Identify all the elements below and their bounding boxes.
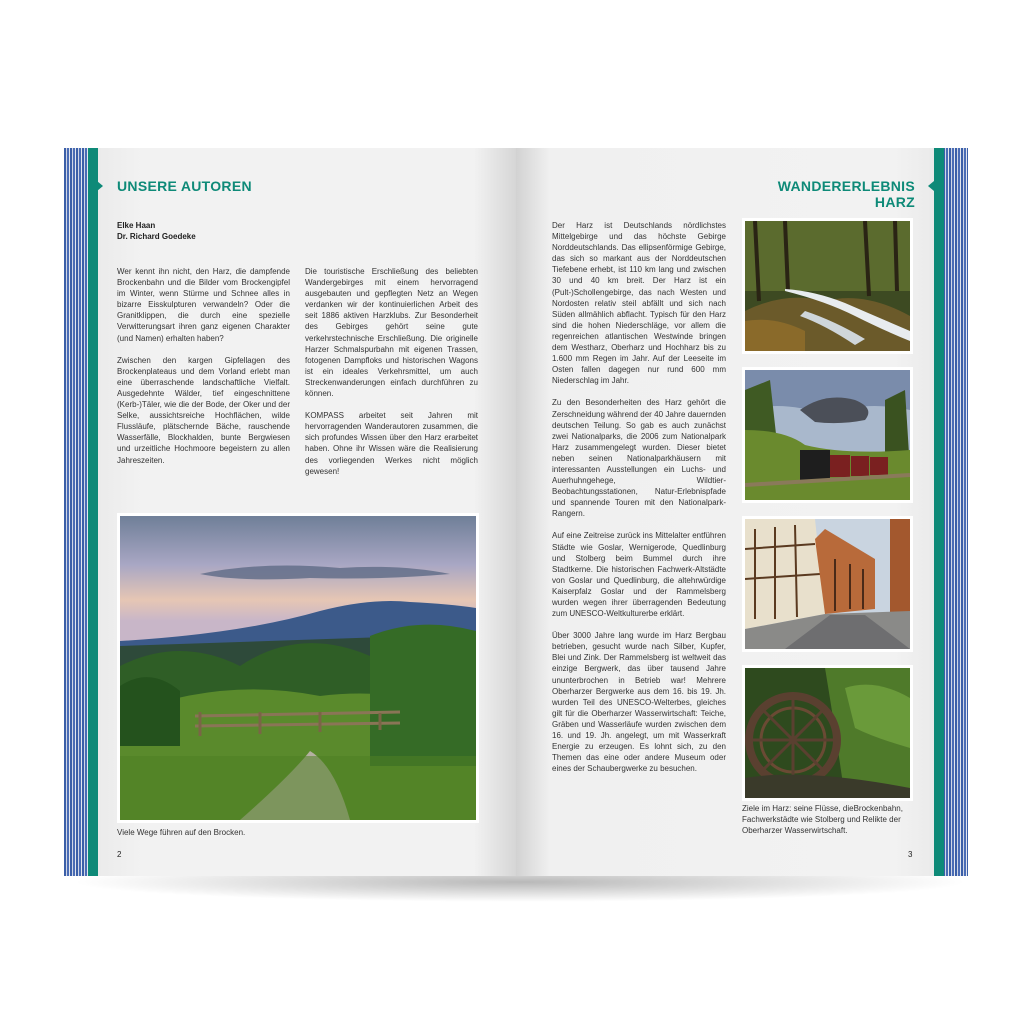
right-accent-bar bbox=[934, 148, 944, 876]
author-name: Elke Haan bbox=[117, 221, 156, 230]
right-heading-marker-icon bbox=[928, 181, 934, 191]
page-number-right: 3 bbox=[908, 850, 913, 859]
right-photos-caption: Ziele im Harz: seine Flüsse, dieBrockenbahn, Fachwerkstädte wie Stolberg und Relikte der Oberharzer Wasserwirtschaft. bbox=[742, 804, 903, 835]
paragraph: Der Harz ist Deutschlands nördlichstes Mittelgebirge und das höchste Gebirge Norddeutschlands. Das ellipsenförmige Gebirge, das sich so markant aus der Norddeutschen Tiefebene erhebt, ist 110 km lang und zwischen 30 und 40 km breit. Der Harz ist ein (Pult-)Schollengebirge, das nach Westen und Nordosten relativ steil abfällt und sich nach Süden allmählich abflacht. Typisch für den Harz sind die hohen Niederschläge, vor allem die regenreichen atlantischen Westwinde bringen dem Westharz, Oberharz und Hochharz bis zu 1.600 mm Regen im Jahr. Auf der Leeseite im Osten fallen dagegen nur rund 600 mm Niederschlag im Jahr. bbox=[552, 221, 726, 386]
paragraph: Die touristische Erschließung des beliebten Wandergebirges mit einem hervorragend ausgebauten und gepflegten Netz an Wegen verdanken wir der kontinuierlichen Arbeit des seit 1886 aktiven Harzklubs. Zur Besonderheit des Gebirges gehört seine gute verkehrstechnische Erschließung. Die originelle Harzer Schmalspurbahn mit eigenen Trassen, fotogenen Dampfloks und historischen Wagons ist ein ideales Verkehrsmittel, um auch Streckenwanderungen einfach durchführen zu können. bbox=[305, 267, 478, 399]
page-number-left: 2 bbox=[117, 850, 122, 859]
right-text-column bbox=[552, 220, 726, 785]
river-photo bbox=[742, 218, 913, 354]
left-photo-caption: Viele Wege führen auf den Brocken. bbox=[117, 828, 246, 837]
left-page-heading: UNSERE AUTOREN bbox=[117, 178, 252, 194]
paragraph: Wer kennt ihn nicht, den Harz, die dampfende Brockenbahn und die Bilder vom Brockengipfel im Winter, wenn Stürme und Schnee alles in bizarre Eisskulpturen verwandeln? Oder die Granitklippen, die durch eine spezielle Verwitterungsart ihren ganz eigenen Charakter (und Namen) erhalten haben? bbox=[117, 267, 290, 343]
right-page-heading: WANDERERLEBNIS HARZ bbox=[777, 178, 915, 210]
paragraph: Zwischen den kargen Gipfellagen des Brockenplateaus und dem Vorland erlebt man eine überraschende landschaftliche Vielfalt. Ausgedehnte Wälder, tief eingeschnittene (Kerb-)Täler, wie die der Bode, der Oker und der Selke, aussichtsreiche Hochflächen, wilde Flussläufe, plätschernde Bäche, rauschende Wasserfälle, Blockhalden, bunte Bergwiesen und urzeitliche Hochmoore begeistern zu allen Jahreszeiten. bbox=[117, 355, 290, 465]
author-name: Dr. Richard Goedeke bbox=[117, 232, 196, 241]
water-wheel-photo bbox=[742, 665, 913, 801]
authors-list bbox=[117, 220, 196, 242]
paragraph: KOMPASS arbeitet seit Jahren mit hervorragenden Wanderautoren zusammen, die sich profundes Wissen über den Harz erarbeitet haben. Ohne ihr Wissen wäre die Realisierung des vorliegenden Werkes nicht möglich gewesen! bbox=[305, 411, 478, 476]
left-accent-bar bbox=[88, 148, 98, 876]
left-text-column-2 bbox=[305, 266, 478, 488]
brocken-landscape-photo bbox=[117, 513, 479, 823]
paragraph: Auf eine Zeitreise zurück ins Mittelalter entführen Städte wie Goslar, Wernigerode, Quedlinburg und Stolberg beim Bummel durch ihre Stadtkerne. Die historischen Fachwerk-Altstädte von Goslar und Quedlinburg, die altehrwürdige Kaiserpfalz Goslar und der Rammelsberg wurden wegen ihrer überragenden Bedeutung zum UNESCO-Weltkulturerbe erklärt. bbox=[552, 531, 726, 619]
stolberg-half-timbered-town-photo bbox=[742, 516, 913, 652]
left-text-column-1 bbox=[117, 266, 290, 477]
left-heading-marker-icon bbox=[97, 181, 103, 191]
paragraph: Zu den Besonderheiten des Harz gehört die Zerschneidung während der 40 Jahre dauernden deutschen Teilung. So gab es auch zunächst zwei Nationalparks, die 2006 zum Nationalpark Harz zusammengelegt wurden. Dieser bietet neben seinen Nationalparkhäusern mit interessanten Ausstellungen ein Luchs- und Auerhuhngehege, Wildtier-Beobachtungsstationen, Natur-Erlebnispfade und spannende Touren mit den Nationalpark-Rangern. bbox=[552, 398, 726, 519]
paragraph: Über 3000 Jahre lang wurde im Harz Bergbau betrieben, gesucht wurde nach Silber, Kupfer, Blei und Zink. Der Rammelsberg ist weltweit das einzige Bergwerk, das über tausend Jahre ununterbrochen in Betrieb war! Mehrere Oberharzer Bergwerke aus dem 16. bis 19. Jh. wurden Teil des UNESCO-Welterbes, gleiches gilt für die Oberharzer Wasserwirtschaft: Teiche, Gräben und Wasserläufe wurden zwischen dem 16. und 19. Jh. angelegt, um mit Wasserkraft Energie zu erzeugen. Es lohnt sich, zu den Themen das eine oder andere Museum oder eines der Schaubergwerke zu besuchen. bbox=[552, 631, 726, 774]
brockenbahn-train-photo bbox=[742, 367, 913, 503]
